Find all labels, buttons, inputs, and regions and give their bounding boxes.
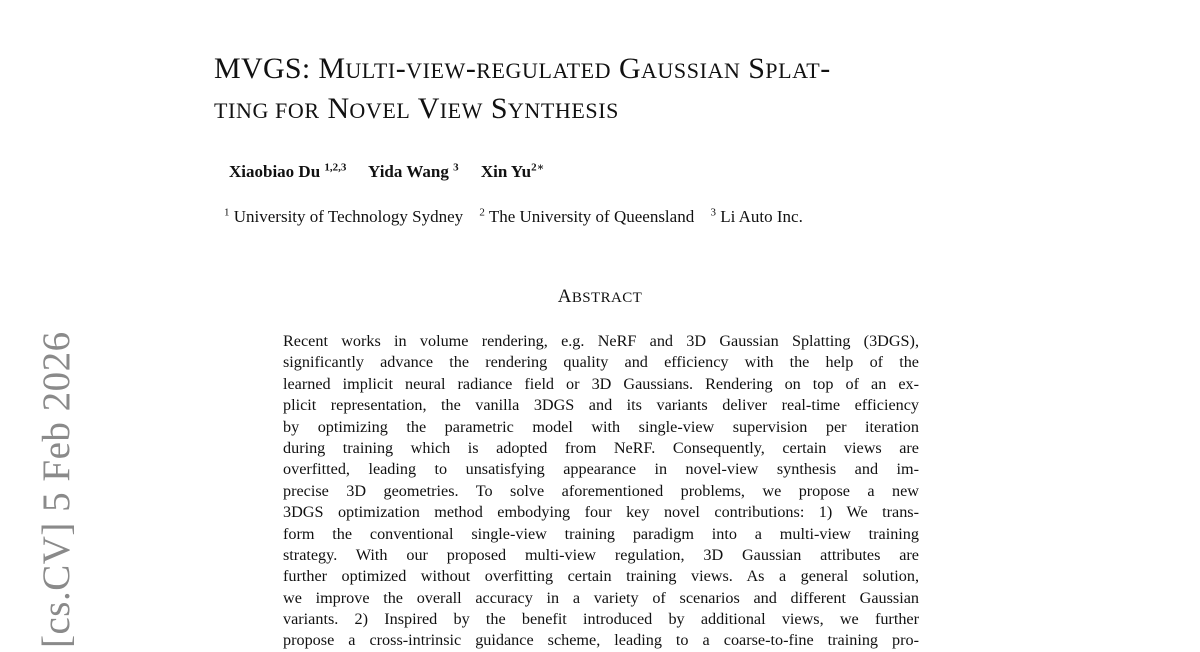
title-line-1 [214, 50, 831, 90]
affiliation-list [224, 206, 815, 227]
author [481, 162, 544, 181]
affiliation-sup: 1 [224, 206, 230, 218]
abstract-line: Recent works in volume rendering, e.g. NeRF and 3D Gaussian Splatting (3DGS), [283, 332, 919, 350]
author-name: Xiaobiao Du [229, 161, 321, 181]
title-seg: YNTHESIS [507, 98, 619, 123]
affiliation [710, 207, 802, 226]
author-affil-sup: 1,2,3 [324, 161, 347, 173]
abstract-line: precise 3D geometries. To solve aforementioned problems, we propose a new [283, 481, 919, 500]
abstract-line: plicit representation, the vanilla 3DGS and its variants deliver real-time efficiency [283, 396, 919, 415]
abstract-line: we improve the overall accuracy in a variety of scenarios and different Gaussian [283, 588, 919, 607]
title-seg: PLAT [765, 58, 821, 83]
abstract-line: significantly advance the rendering quality and efficiency with the help of the [283, 353, 919, 372]
affiliation-name: University of Technology Sydney [233, 206, 464, 226]
affiliation-sup: 3 [710, 206, 716, 218]
author-affil-sup: 3 [453, 161, 459, 173]
abstract-heading-rest: BSTRACT [571, 290, 643, 306]
author-affil-sup: 2∗ [531, 161, 545, 173]
title-seg: ULTI [345, 58, 396, 83]
title-seg: N [319, 92, 350, 125]
abstract-line: strategy. With our proposed multi-view regulation, 3D Gaussian attributes are [283, 545, 919, 564]
title-seg: IEW [439, 98, 484, 123]
affiliation-name: Li Auto Inc. [720, 206, 803, 226]
abstract-line: variants. 2) Inspired by the benefit introduced by additional views, we further [283, 610, 919, 629]
author-name: Xin Yu [480, 161, 532, 181]
abstract-heading [0, 286, 1200, 308]
affiliation-name: The University of Queensland [488, 206, 695, 226]
title-seg: S [483, 92, 508, 125]
abstract-line: form the conventional single-view training paradigm into a multi-view training [283, 524, 919, 543]
author [229, 162, 346, 181]
title-seg: - [820, 52, 831, 85]
paper-title [214, 50, 831, 130]
arxiv-side-stamp: [cs.CV] 5 Feb 2026 [35, 331, 78, 648]
affiliation [479, 207, 694, 226]
abstract-line: learned implicit neural radiance field or 3D Gaussians. Rendering on top of an ex- [283, 374, 919, 393]
title-seg: V [410, 92, 440, 125]
author-name: Yida Wang [368, 161, 449, 181]
affiliation-sup: 2 [479, 206, 485, 218]
author-list [229, 160, 562, 182]
abstract-line: propose a cross-intrinsic guidance scheme, leading to a coarse-to-fine training pro- [283, 631, 919, 650]
abstract-line: 3DGS optimization method embodying four key novel contributions: 1) We trans- [283, 503, 919, 522]
title-seg: - [395, 52, 407, 85]
title-seg: REGULATED [476, 58, 612, 83]
title-seg: AUSSIAN [640, 58, 741, 83]
author [368, 162, 459, 181]
abstract-line: overfitted, leading to unsatisfying appearance in novel-view synthesis and im- [283, 460, 919, 479]
abstract-line: further optimized without overfitting certain training views. As a general solution, [283, 567, 919, 586]
title-seg: G [611, 52, 641, 85]
title-seg: TING FOR [214, 98, 320, 123]
title-seg: MVGS: M [214, 52, 346, 85]
title-seg: VIEW [406, 58, 466, 83]
abstract-line: during training which is adopted from NeRF. Consequently, certain views are [283, 438, 919, 457]
abstract-body [283, 331, 919, 652]
title-seg: S [740, 52, 766, 85]
title-line-2 [214, 90, 831, 130]
title-seg: - [465, 52, 477, 85]
title-seg: OVEL [349, 98, 411, 123]
abstract-heading-initial: A [557, 286, 572, 307]
affiliation [224, 207, 463, 226]
abstract-line: by optimizing the parametric model with single-view supervision per iteration [283, 417, 919, 436]
